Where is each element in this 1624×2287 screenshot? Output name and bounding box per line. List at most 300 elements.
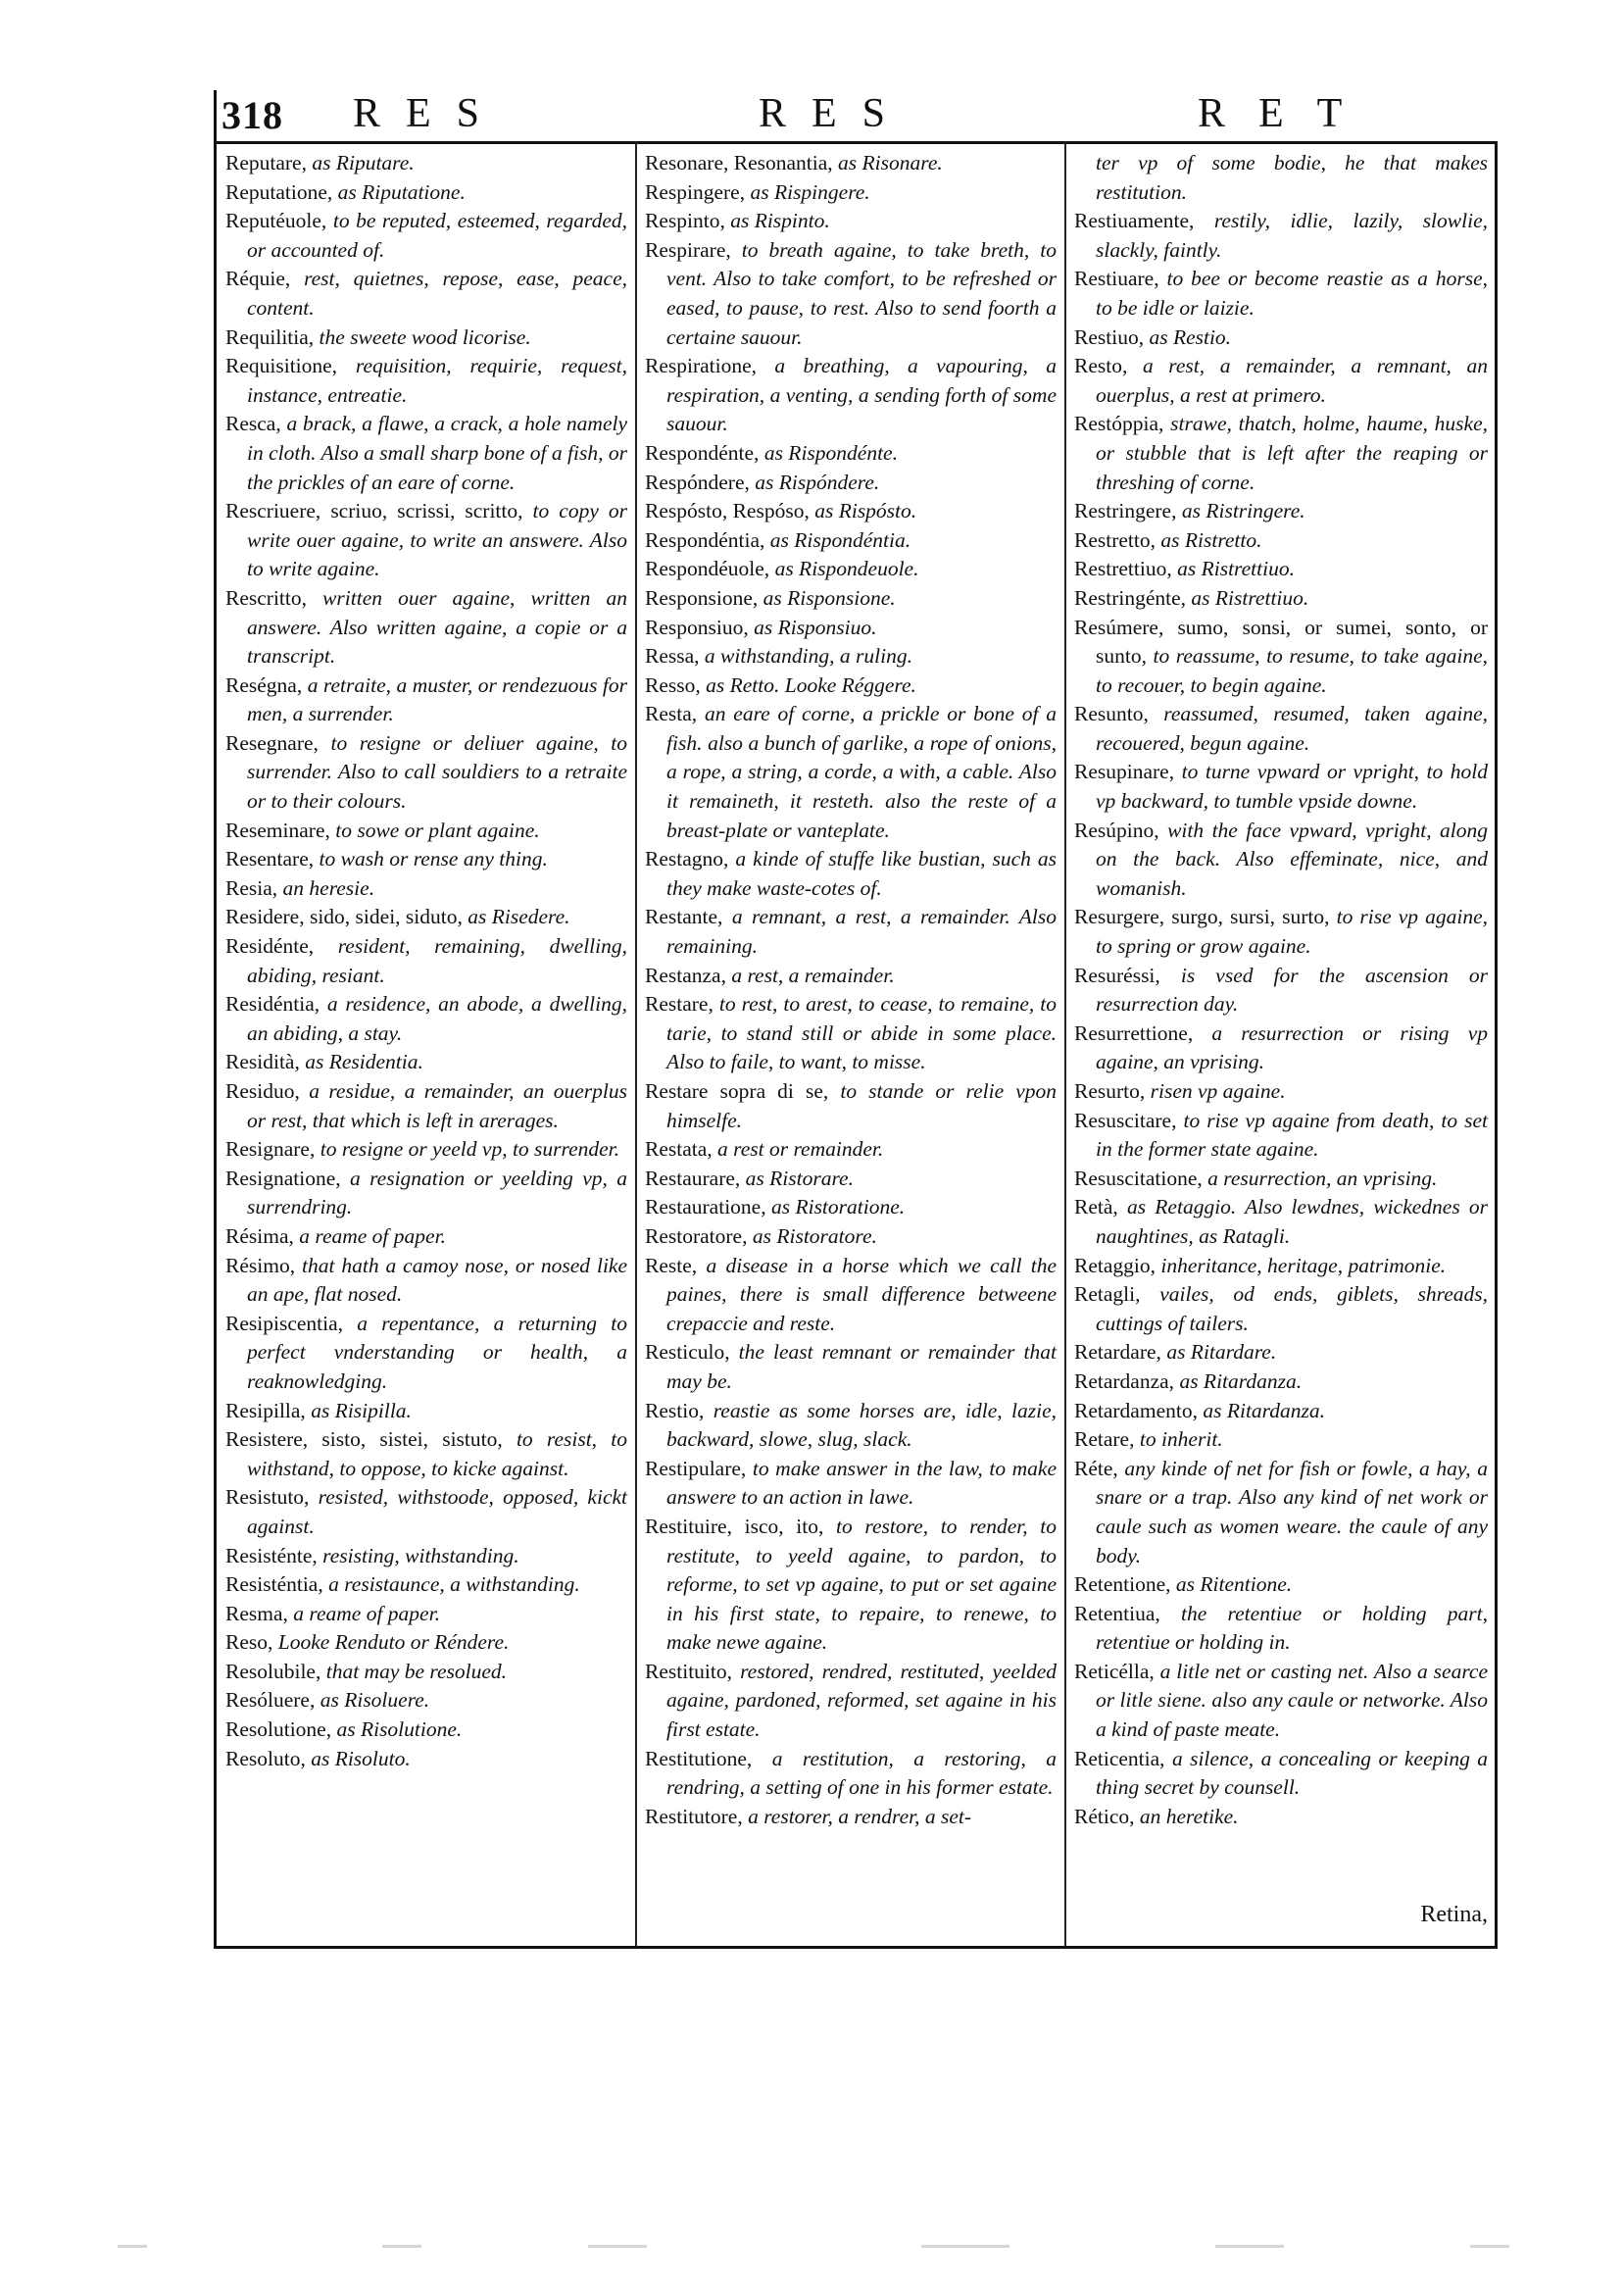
entry-headword: Responsione,: [645, 585, 759, 610]
dictionary-entry: [225, 1600, 627, 1629]
entry-definition: reassumed, resumed, taken againe, recouered, begun againe.: [1096, 702, 1488, 755]
entry-headword: Residere, sido, sidei, siduto,: [225, 905, 463, 929]
header-word-right: RET: [1198, 91, 1376, 136]
dictionary-entry: [645, 497, 1057, 526]
dictionary-entry: [225, 323, 627, 353]
entry-headword: Resignare,: [225, 1137, 316, 1162]
entry-definition: a resurrection, an vprising.: [1207, 1166, 1438, 1190]
entry-definition: as Risponsiuo.: [754, 615, 877, 639]
entry-headword: Reségna,: [225, 672, 303, 697]
entry-definition: to rise vp againe from death, to set in the former state againe.: [1096, 1108, 1489, 1162]
entry-headword: Resuréssi,: [1074, 963, 1160, 987]
entry-headword: Resúpino,: [1074, 818, 1159, 842]
entry-definition: as Risonare.: [838, 151, 943, 174]
entry-headword: Residuo,: [225, 1079, 300, 1103]
entry-headword: Resma,: [225, 1601, 288, 1625]
dictionary-entry: [645, 1165, 1057, 1194]
dictionary-entry: [645, 671, 1057, 701]
entry-definition: as Ritentione.: [1175, 1572, 1293, 1597]
book-page: [214, 90, 1498, 1948]
entry-headword: Restata,: [645, 1137, 713, 1162]
entry-headword: Reticentia,: [1074, 1746, 1165, 1770]
entry-headword: Retardamento,: [1074, 1398, 1198, 1422]
dictionary-entry: [645, 903, 1057, 961]
dictionary-entry: [225, 410, 627, 497]
entry-definition: that may be resolued.: [325, 1659, 508, 1683]
dictionary-entry: [645, 555, 1057, 584]
entry-headword: Restare sopra di se,: [645, 1079, 829, 1103]
entry-definition: as Risolutione.: [336, 1717, 463, 1742]
dictionary-entry: [645, 1077, 1057, 1135]
frame-bottom-rule: [214, 1946, 1498, 1949]
entry-headword: Respondéuole,: [645, 557, 770, 581]
dictionary-entry: [645, 962, 1057, 991]
dictionary-entry: [1074, 1425, 1488, 1455]
dictionary-entry: [1074, 700, 1488, 758]
entry-headword: Réquie,: [225, 267, 291, 291]
entry-definition: a reame of paper.: [293, 1601, 440, 1625]
entry-headword: Resoluto,: [225, 1746, 306, 1770]
entry-definition: as Ritardanza.: [1179, 1368, 1303, 1393]
dictionary-entry: [225, 1222, 627, 1252]
dictionary-entry: [645, 469, 1057, 498]
entry-headword: Restipulare,: [645, 1456, 747, 1480]
column-divider: [635, 141, 637, 1946]
dictionary-entry: [225, 1135, 627, 1165]
entry-definition: a rest, a remainder, a remnant, an ouerplus, a rest at primero.: [1096, 354, 1489, 407]
entry-definition: to resigne or deliuer againe, to surrender. Also to call souldiers to a retraite or to their colours.: [247, 730, 627, 814]
entry-headword: Residénte,: [225, 934, 315, 959]
entry-headword: Retagli,: [1074, 1282, 1141, 1307]
entry-definition: vailes, od ends, giblets, shreads, cuttings of tailers.: [1096, 1282, 1489, 1335]
dictionary-column-middle: [645, 149, 1057, 1831]
entry-definition: as Rispóndere.: [755, 470, 880, 494]
entry-definition: as Rispingere.: [750, 179, 870, 204]
entry-definition: that hath a camoy nose, or nosed like an ape, flat nosed.: [247, 1253, 627, 1307]
entry-headword: Respondéntia,: [645, 527, 765, 552]
entry-definition: inheritance, heritage, patrimonie.: [1160, 1253, 1447, 1277]
entry-definition: as Ristorare.: [745, 1166, 854, 1190]
dictionary-entry: [225, 1658, 627, 1687]
entry-definition: an eare of corne, a prickle or bone of a fish. also a bunch of garlike, a rope of onions, a rope, a string, a corde, a with, a cable. Also it remaineth, it resteth. also the reste of a breast-plate or vanteplate.: [666, 702, 1058, 842]
entry-headword: Reseminare,: [225, 818, 330, 842]
entry-definition: the least remnant or remainder that may be.: [666, 1340, 1057, 1393]
entry-headword: Requilitia,: [225, 324, 315, 349]
entry-definition: as Rispondéntia.: [769, 527, 911, 552]
dictionary-entry: [1074, 817, 1488, 904]
entry-headword: Resurrettione,: [1074, 1020, 1194, 1045]
entry-definition: restily, idlie, lazily, slowlie, slackly, faintly.: [1096, 209, 1488, 262]
entry-definition: as Ristrettiuo.: [1191, 585, 1309, 610]
dictionary-entry: [645, 178, 1057, 208]
entry-headword: Respirare,: [645, 237, 731, 262]
entry-headword: Resúmere, sumo, sonsi, or sumei, sonto, or sunto,: [1074, 615, 1488, 669]
entry-headword: Respingere,: [645, 179, 746, 204]
entry-headword: Restóppia,: [1074, 412, 1164, 436]
entry-headword: Restanza,: [645, 963, 726, 987]
dictionary-entry: [645, 1658, 1057, 1745]
entry-headword: Restante,: [645, 905, 723, 929]
entry-definition: a residence, an abode, a dwelling, an abiding, a stay.: [247, 992, 627, 1045]
dictionary-entry: [645, 526, 1057, 556]
entry-headword: Respiratione,: [645, 354, 758, 378]
entry-headword: Resegnare,: [225, 730, 319, 755]
entry-headword: Reticélla,: [1074, 1659, 1155, 1683]
entry-definition: a withstanding, a ruling.: [704, 644, 912, 669]
entry-definition: as Ristoratione.: [770, 1195, 906, 1219]
entry-definition: risen vp againe.: [1150, 1079, 1286, 1103]
entry-definition: as Residentia.: [305, 1050, 423, 1074]
entry-headword: Resistere, sisto, sistei, sistuto,: [225, 1427, 503, 1452]
entry-headword: Restringere,: [1074, 499, 1177, 523]
dictionary-entry: [1074, 1107, 1488, 1165]
entry-headword: Respósto, Respóso,: [645, 499, 810, 523]
dictionary-entry: [1074, 1077, 1488, 1107]
entry-headword: Resuscitatione,: [1074, 1166, 1203, 1190]
entry-definition: with the face vpward, vpright, along on the back. Also effeminate, nice, and womanish.: [1096, 818, 1489, 900]
dictionary-entry: [645, 614, 1057, 643]
dictionary-entry: [225, 207, 627, 265]
entry-definition: a repentance, a returning to perfect vnderstanding or health, a reaknowledging.: [247, 1311, 627, 1393]
column-divider: [1064, 141, 1066, 1946]
dictionary-entry: [645, 1745, 1057, 1803]
dictionary-entry: [225, 932, 627, 990]
dictionary-entry: [225, 1165, 627, 1222]
dictionary-entry: [225, 1252, 627, 1310]
entry-definition: Looke Renduto or Réndere.: [277, 1630, 510, 1655]
dictionary-entry: [1074, 962, 1488, 1019]
dictionary-entry: [225, 1628, 627, 1658]
entry-definition: as Ristrettiuo.: [1177, 557, 1295, 581]
entry-definition: to stande or relie vpon himselfe.: [666, 1079, 1058, 1132]
dictionary-entry: [225, 1686, 627, 1715]
entry-headword: Reste,: [645, 1253, 698, 1277]
entry-headword: Resignatione,: [225, 1166, 341, 1190]
dictionary-entry: [1074, 758, 1488, 816]
entry-definition: as Ristringere.: [1181, 499, 1305, 523]
entry-definition: a silence, a concealing or keeping a thing secret by counsell.: [1096, 1746, 1488, 1800]
entry-headword: Reputare,: [225, 151, 307, 174]
dictionary-entry: [1074, 1019, 1488, 1077]
entry-headword: Respinto,: [645, 209, 725, 233]
dictionary-entry: [1074, 1397, 1488, 1426]
dictionary-entry: [645, 642, 1057, 671]
entry-headword: Resipilla,: [225, 1398, 306, 1422]
entry-definition: a brack, a flawe, a crack, a hole namely in cloth. Also a small sharp bone of a fish, or the prickles of an eare of corne.: [247, 412, 628, 494]
entry-definition: a restitution, a restoring, a rendring, a setting of one in his former estate.: [666, 1746, 1058, 1800]
entry-definition: to rise vp againe, to spring or grow againe.: [1096, 905, 1488, 959]
entry-headword: Respondénte,: [645, 440, 760, 465]
dictionary-entry: [225, 178, 627, 208]
dictionary-entry: [645, 352, 1057, 439]
dictionary-entry: [1074, 1745, 1488, 1803]
dictionary-entry: [1074, 1280, 1488, 1338]
entry-headword: Requisitione,: [225, 354, 338, 378]
dictionary-entry: [225, 1542, 627, 1571]
entry-headword: Restringénte,: [1074, 585, 1187, 610]
dictionary-entry: [645, 1135, 1057, 1165]
entry-headword: Retardare,: [1074, 1340, 1161, 1365]
entry-definition: a rest, a remainder.: [731, 963, 895, 987]
entry-headword: Resca,: [225, 412, 281, 436]
dictionary-entry: [225, 817, 627, 846]
dictionary-entry: [225, 845, 627, 874]
entry-headword: Retà,: [1074, 1195, 1118, 1219]
entry-definition: to be reputed, esteemed, regarded, or accounted of.: [247, 209, 628, 262]
dictionary-entry: [1074, 584, 1488, 614]
entry-definition: as Retaggio. Also lewdnes, wickednes or naughtines, as Ratagli.: [1096, 1195, 1489, 1248]
entry-definition: a kinde of stuffe like bustian, such as they make waste-cotes of.: [666, 847, 1057, 900]
entry-definition: as Rispondénte.: [763, 440, 898, 465]
entry-headword: Retentiua,: [1074, 1601, 1160, 1625]
entry-headword: Résimo,: [225, 1253, 296, 1277]
entry-definition: as Risoluto.: [311, 1746, 411, 1770]
dictionary-entry: [1074, 1193, 1488, 1251]
entry-definition: as Rispósto.: [814, 499, 917, 523]
dictionary-entry: [225, 352, 627, 410]
dictionary-entry: [225, 990, 627, 1048]
entry-definition: to breath againe, to take breth, to vent. Also to take comfort, to be refreshed or eased, to pause, to rest. Also to send foorth a certaine sauour.: [666, 237, 1058, 349]
entry-definition: is vsed for the ascension or resurrection day.: [1096, 963, 1489, 1017]
entry-definition: to reassume, to resume, to take againe, to recouer, to begin againe.: [1096, 644, 1488, 697]
dictionary-entry: [645, 1803, 1057, 1832]
entry-headword: Restoratore,: [645, 1223, 748, 1248]
entry-definition: as Risponsione.: [763, 585, 896, 610]
entry-headword: Retaggio,: [1074, 1253, 1156, 1277]
entry-definition: resident, remaining, dwelling, abiding, resiant.: [247, 934, 627, 987]
dictionary-entry: [225, 584, 627, 671]
entry-definition: a resurrection or rising vp againe, an vprising.: [1096, 1020, 1488, 1074]
entry-headword: Reputatione,: [225, 179, 333, 204]
frame-left-rule: [214, 90, 217, 1948]
entry-definition: a restorer, a rendrer, a set-: [748, 1804, 972, 1828]
entry-definition: to make answer in the law, to make answere to an action in lawe.: [666, 1456, 1058, 1510]
entry-headword: Rético,: [1074, 1804, 1135, 1828]
dictionary-entry: [645, 584, 1057, 614]
dictionary-entry: [645, 1193, 1057, 1222]
scan-artifacts: [118, 2245, 1539, 2253]
dictionary-entry: [225, 729, 627, 817]
entry-headword: Resupinare,: [1074, 760, 1175, 784]
entry-headword: Resolubile,: [225, 1659, 321, 1683]
entry-definition: a litle net or casting net. Also a searce or litle siene. also any caule or networke. Also a kind of paste meate.: [1096, 1659, 1488, 1742]
entry-definition: as Retto. Looke Réggere.: [706, 672, 916, 697]
entry-headword: Resóluere,: [225, 1688, 316, 1713]
dictionary-entry: [225, 1310, 627, 1397]
entry-headword: Resolutione,: [225, 1717, 332, 1742]
entry-headword: Reputéuole,: [225, 209, 327, 233]
entry-definition: to restore, to render, to restitute, to yeeld againe, to pardon, to reforme, to set vp againe, to put or set againe in his first state, to repaire, to renewe, to make newe againe.: [666, 1514, 1057, 1655]
entry-definition: a breathing, a vapouring, a respiration, a venting, a sending forth of some sauour.: [666, 354, 1057, 436]
entry-headword: Resisténtia,: [225, 1572, 323, 1597]
entry-headword: Restiuamente,: [1074, 209, 1195, 233]
entry-definition: reastie as some horses are, idle, lazie, backward, slowe, slug, slack.: [666, 1398, 1058, 1452]
dictionary-entry: [225, 1570, 627, 1600]
entry-definition: to resist, to withstand, to oppose, to kicke against.: [247, 1427, 627, 1480]
entry-definition: as Ritardare.: [1166, 1340, 1277, 1365]
dictionary-entry: [225, 1715, 627, 1745]
dictionary-entry: [225, 1397, 627, 1426]
dictionary-entry: [645, 1222, 1057, 1252]
dictionary-entry: [645, 990, 1057, 1077]
dictionary-entry: [1074, 614, 1488, 701]
dictionary-entry: [645, 1338, 1057, 1396]
dictionary-entry: [645, 149, 1057, 178]
entry-headword: Resurto,: [1074, 1079, 1146, 1103]
running-header: [214, 90, 1498, 139]
dictionary-entry: [1074, 149, 1488, 207]
dictionary-entry: [225, 1745, 627, 1774]
catchword: Retina,: [1420, 1902, 1488, 1927]
dictionary-entry: [1074, 1570, 1488, 1600]
dictionary-entry: [1074, 1338, 1488, 1367]
entry-headword: Résima,: [225, 1223, 294, 1248]
dictionary-entry: [645, 439, 1057, 469]
dictionary-entry: [1074, 1455, 1488, 1570]
entry-definition: to sowe or plant againe.: [335, 818, 540, 842]
entry-definition: to inherit.: [1139, 1427, 1223, 1452]
entry-headword: Restretto,: [1074, 527, 1156, 552]
dictionary-entry: [1074, 903, 1488, 961]
entry-headword: Restiuo,: [1074, 324, 1145, 349]
dictionary-entry: [225, 1425, 627, 1483]
entry-headword: Restare,: [645, 992, 714, 1017]
entry-headword: Resunto,: [1074, 702, 1149, 726]
entry-definition: a resignation or yeelding vp, a surrendring.: [247, 1166, 628, 1219]
entry-headword: Retare,: [1074, 1427, 1135, 1452]
entry-definition: strawe, thatch, holme, haume, huske, or stubble that is left after the reaping or threshing of corne.: [1096, 412, 1489, 494]
dictionary-entry: [225, 671, 627, 729]
dictionary-entry: [225, 1048, 627, 1077]
dictionary-entry: [1074, 497, 1488, 526]
dictionary-entry: [1074, 1252, 1488, 1281]
dictionary-entry: [1074, 1165, 1488, 1194]
entry-definition: a remnant, a rest, a remainder. Also remaining.: [666, 905, 1058, 959]
entry-headword: Resto,: [1074, 354, 1128, 378]
dictionary-entry: [225, 874, 627, 904]
dictionary-entry: [225, 903, 627, 932]
dictionary-entry: [1074, 1600, 1488, 1658]
dictionary-entry: [1074, 1803, 1488, 1832]
entry-definition: a disease in a horse which we call the paines, there is small difference betweene crepaccie and reste.: [666, 1253, 1057, 1335]
entry-headword: Responsiuo,: [645, 615, 749, 639]
page-number: 318: [221, 93, 283, 137]
entry-definition: an heresie.: [282, 875, 375, 900]
entry-definition: as Risoluere.: [320, 1688, 430, 1713]
entry-definition: as Riputare.: [312, 151, 415, 174]
entry-headword: Restaurare,: [645, 1166, 741, 1190]
entry-headword: Restauratione,: [645, 1195, 766, 1219]
entry-definition: as Rispondeuole.: [774, 557, 919, 581]
header-word-left: RES: [353, 91, 506, 136]
entry-headword: Residéntia,: [225, 992, 320, 1017]
dictionary-entry: [1074, 1367, 1488, 1397]
dictionary-entry: [1074, 323, 1488, 353]
entry-headword: Restitutore,: [645, 1804, 743, 1828]
entry-definition: to wash or rense any thing.: [319, 847, 548, 871]
entry-headword: Retardanza,: [1074, 1368, 1175, 1393]
dictionary-entry: [225, 149, 627, 178]
dictionary-entry: [225, 265, 627, 323]
entry-definition: restored, rendred, restituted, yeelded againe, pardoned, reformed, set againe in his first estate.: [666, 1659, 1057, 1742]
entry-headword: Resso,: [645, 672, 701, 697]
dictionary-entry: [1074, 1658, 1488, 1745]
entry-headword: Resticulo,: [645, 1340, 730, 1365]
entry-definition: to copy or write ouer againe, to write an answere. Also to write againe.: [247, 499, 628, 581]
dictionary-entry: [1074, 207, 1488, 265]
dictionary-entry: [1074, 265, 1488, 323]
entry-headword: Residità,: [225, 1050, 300, 1074]
entry-definition: as Ristretto.: [1160, 527, 1262, 552]
entry-headword: Resisténte,: [225, 1543, 318, 1567]
dictionary-entry: [645, 845, 1057, 903]
entry-definition: rest, quietnes, repose, ease, peace, content.: [247, 267, 627, 320]
entry-definition: as Riputatione.: [337, 179, 466, 204]
dictionary-entry: [645, 236, 1057, 352]
dictionary-entry: [225, 497, 627, 584]
dictionary-entry: [645, 1513, 1057, 1658]
entry-definition: a residue, a remainder, an ouerplus or rest, that which is left in arerages.: [247, 1079, 627, 1132]
entry-headword: Restagno,: [645, 847, 729, 871]
dictionary-entry: [645, 1455, 1057, 1513]
dictionary-entry: [645, 1397, 1057, 1455]
entry-headword: Réte,: [1074, 1456, 1118, 1480]
entry-headword: Restituire, isco, ito,: [645, 1514, 824, 1538]
entry-headword: Resonare, Resonantia,: [645, 151, 833, 174]
entry-definition: as Ritardanza.: [1203, 1398, 1325, 1422]
entry-headword: Resentare,: [225, 847, 315, 871]
entry-definition: to resigne or yeeld vp, to surrender.: [320, 1137, 620, 1162]
dictionary-entry: [1074, 410, 1488, 497]
entry-headword: Ressa,: [645, 644, 700, 669]
frame-right-rule: [1495, 141, 1498, 1948]
header-word-center: RES: [759, 91, 911, 136]
entry-definition: a resistaunce, a withstanding.: [328, 1572, 580, 1597]
dictionary-column-left: [225, 149, 627, 1773]
dictionary-entry: [645, 700, 1057, 845]
entry-headword: Rescritto,: [225, 585, 307, 610]
entry-definition: a reame of paper.: [299, 1223, 446, 1248]
entry-definition: any kinde of net for fish or fowle, a hay, a snare or a trap. Also any kind of net work or caule such as women weare. the caule of any body.: [1096, 1456, 1488, 1567]
entry-definition: written ouer againe, written an answere. Also written againe, a copie or a transcript.: [247, 585, 627, 669]
dictionary-entry: [225, 1077, 627, 1135]
entry-headword: Restitutione,: [645, 1746, 753, 1770]
dictionary-entry: [645, 1252, 1057, 1339]
dictionary-entry: [1074, 352, 1488, 410]
dictionary-entry: [225, 1483, 627, 1541]
entry-definition: as Ristoratore.: [752, 1223, 877, 1248]
entry-definition: the retentiue or holding part, retentiue or holding in.: [1096, 1601, 1488, 1655]
entry-headword: Resta,: [645, 702, 698, 726]
entry-definition: as Rispinto.: [730, 209, 830, 233]
dictionary-entry: [1074, 526, 1488, 556]
entry-headword: Resistuto,: [225, 1485, 310, 1510]
entry-headword: Retentione,: [1074, 1572, 1171, 1597]
entry-definition: requisition, requirie, request, instance, entreatie.: [247, 354, 627, 407]
entry-headword: Restrettiuo,: [1074, 557, 1172, 581]
entry-headword: Respóndere,: [645, 470, 750, 494]
dictionary-entry: [1074, 555, 1488, 584]
entry-headword: Restio,: [645, 1398, 705, 1422]
entry-definition: the sweete wood licorise.: [319, 324, 531, 349]
entry-definition: an heretike.: [1139, 1804, 1239, 1828]
entry-definition: as Risipilla.: [311, 1398, 412, 1422]
entry-definition: to turne vpward or vpright, to hold vp backward, to tumble vpside downe.: [1096, 760, 1489, 814]
entry-definition: as Restio.: [1149, 324, 1232, 349]
entry-headword: Reso,: [225, 1630, 273, 1655]
entry-definition: a rest or remainder.: [717, 1137, 884, 1162]
entry-definition: as Risedere.: [468, 905, 570, 929]
